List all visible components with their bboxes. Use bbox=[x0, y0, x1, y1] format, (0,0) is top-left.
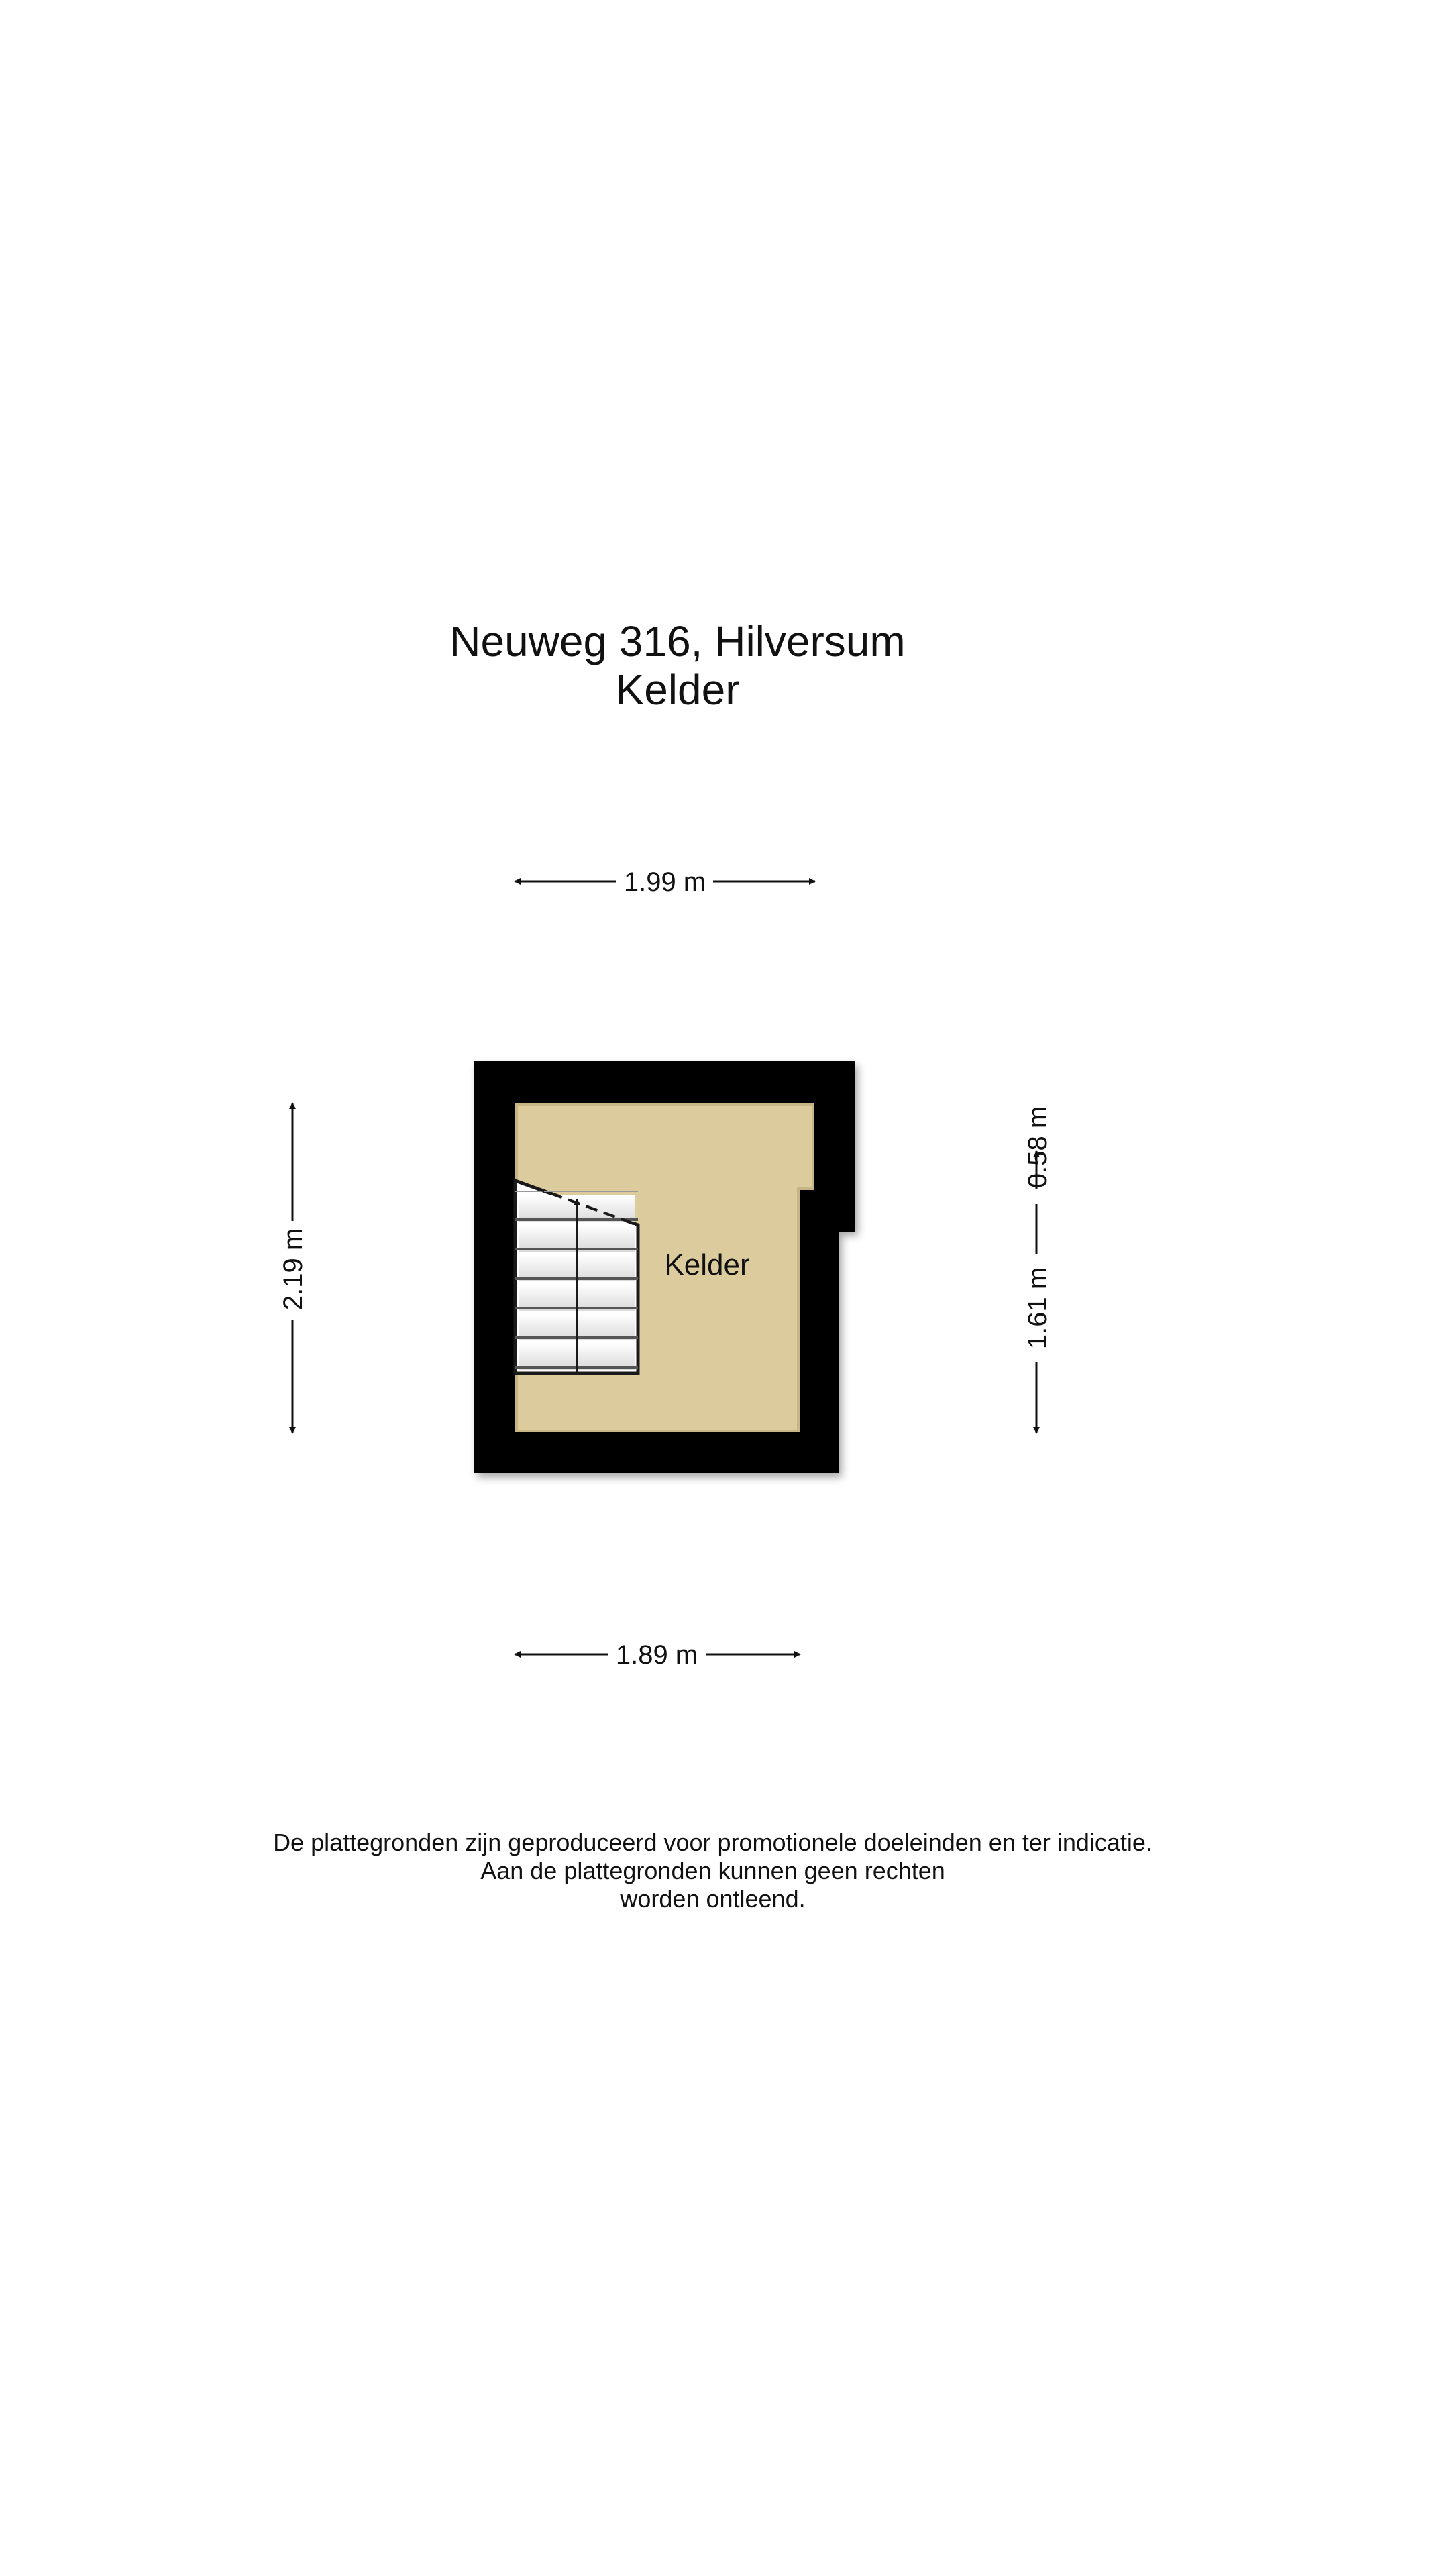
dimension-top-label: 1.99 m bbox=[623, 867, 706, 897]
floor-title: Kelder bbox=[615, 665, 740, 714]
dimension-top bbox=[515, 867, 815, 897]
dimension-bottom bbox=[515, 1640, 800, 1670]
disclaimer-line: Aan de plattegronden kunnen geen rechten bbox=[480, 1857, 945, 1884]
disclaimer-line: De plattegronden zijn geproduceerd voor promotionele doeleinden en ter indicatie. bbox=[273, 1829, 1152, 1856]
dimension-left bbox=[278, 1103, 308, 1433]
dimension-bottom-label: 1.89 m bbox=[615, 1640, 698, 1670]
address-title: Neuweg 316, Hilversum bbox=[449, 617, 906, 665]
staircase bbox=[515, 1181, 638, 1373]
dimension-right bbox=[1023, 1106, 1053, 1433]
dimension-right-upper-label: 0.58 m bbox=[1023, 1106, 1053, 1189]
disclaimer bbox=[0, 1829, 1426, 1913]
room-label: Kelder bbox=[664, 1248, 750, 1281]
dimension-left-label: 2.19 m bbox=[278, 1228, 308, 1311]
dimension-right-lower-label: 1.61 m bbox=[1023, 1267, 1053, 1350]
disclaimer-line: worden ontleend. bbox=[620, 1885, 806, 1913]
